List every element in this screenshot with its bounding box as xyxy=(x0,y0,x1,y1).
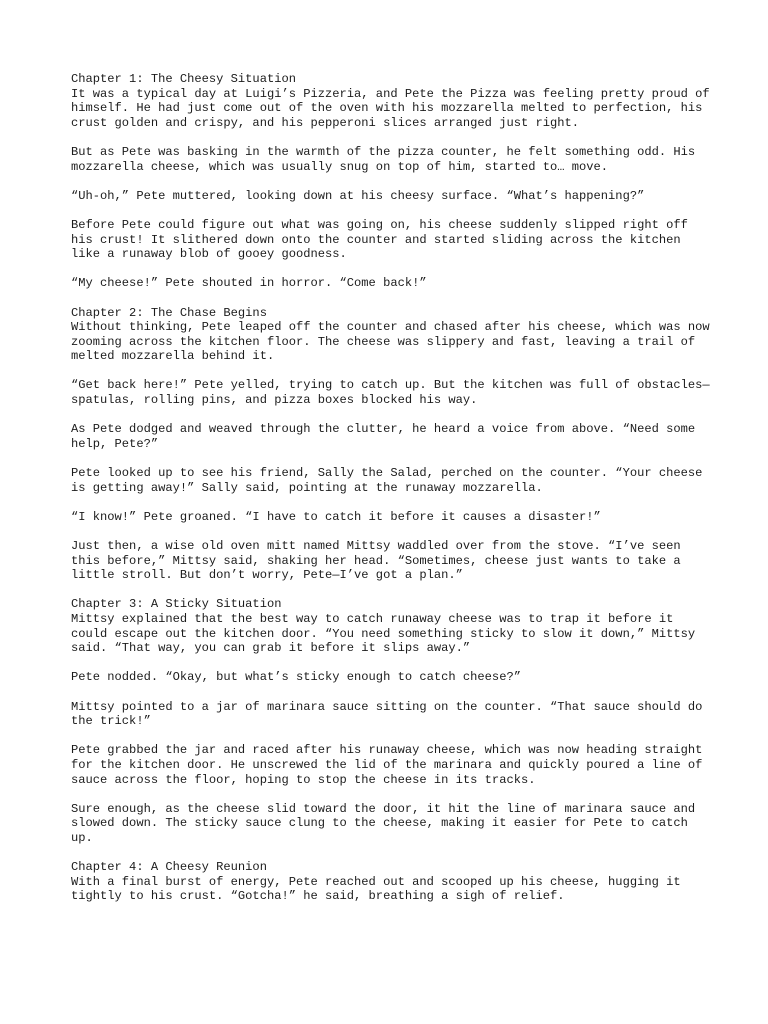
story-paragraph: But as Pete was basking in the warmth of the pizza counter, he felt something odd. His mozzarella cheese, which was usually snug on top of him, started to… move. xyxy=(71,144,696,174)
story-block-11 xyxy=(71,539,711,583)
chapter-heading-2: Chapter 2: The Chase Begins xyxy=(71,305,267,320)
document-page xyxy=(71,72,711,918)
story-block-6 xyxy=(71,306,711,364)
story-block-4 xyxy=(71,218,711,262)
story-block-14 xyxy=(71,700,711,729)
story-paragraph: “Get back here!” Pete yelled, trying to catch up. But the kitchen was full of obstacles—spatulas, rolling pins, and pizza boxes blocked his way. xyxy=(71,378,710,408)
story-block-12 xyxy=(71,597,711,655)
story-paragraph: “My cheese!” Pete shouted in horror. “Come back!” xyxy=(71,276,427,291)
story-paragraph: Pete grabbed the jar and raced after his runaway cheese, which was now heading straight for the kitchen door. He unscrewed the lid of the marinara and quickly poured a line of sauce across the floor, hoping to stop the cheese in its tracks. xyxy=(71,743,703,787)
story-paragraph: Pete nodded. “Okay, but what’s sticky enough to catch cheese?” xyxy=(71,670,521,685)
chapter-heading-3: Chapter 3: A Sticky Situation xyxy=(71,597,282,612)
story-paragraph: “I know!” Pete groaned. “I have to catch it before it causes a disaster!” xyxy=(71,509,601,524)
story-paragraph: “Uh-oh,” Pete muttered, looking down at his cheesy surface. “What’s happening?” xyxy=(71,188,645,203)
story-paragraph: With a final burst of energy, Pete reached out and scooped up his cheese, hugging it tightly to his crust. “Gotcha!” he said, breathing a sigh of relief. xyxy=(71,874,681,904)
story-block-7 xyxy=(71,378,711,407)
story-paragraph: Mittsy pointed to a jar of marinara sauce sitting on the counter. “That sauce should do the trick!” xyxy=(71,699,703,729)
story-block-1 xyxy=(71,72,711,130)
chapter-heading-4: Chapter 4: A Cheesy Reunion xyxy=(71,860,267,875)
story-paragraph: Without thinking, Pete leaped off the counter and chased after his cheese, which was now zooming across the kitchen floor. The cheese was slippery and fast, leaving a trail of melted mozzarella behind it. xyxy=(71,320,710,364)
story-paragraph: As Pete dodged and weaved through the clutter, he heard a voice from above. “Need some help, Pete?” xyxy=(71,422,696,451)
story-block-8 xyxy=(71,422,711,451)
story-block-17 xyxy=(71,860,711,904)
story-paragraph: Just then, a wise old oven mitt named Mittsy waddled over from the stove. “I’ve seen this before,” Mittsy said, shaking her head. “Sometimes, cheese just wants to take a little stroll. But don’t worry, Pete—I’ve got a plan.” xyxy=(71,539,681,583)
story-paragraph: Mittsy explained that the best way to catch runaway cheese was to trap it before it could escape out the kitchen door. “You need something sticky to slow it down,” Mittsy said. “That way, you can grab it before it slips away.” xyxy=(71,611,696,656)
story-paragraph: Sure enough, as the cheese slid toward the door, it hit the line of marinara sauce and slowed down. The sticky sauce clung to the cheese, making it easier for Pete to catch up. xyxy=(71,801,696,845)
story-paragraph: Before Pete could figure out what was going on, his cheese suddenly slipped right off his crust! It slithered down onto the counter and started sliding across the kitchen like a runaway blob of gooey goodness. xyxy=(71,217,688,262)
story-paragraph: Pete looked up to see his friend, Sally the Salad, perched on the counter. “Your cheese is getting away!” Sally said, pointing at the runaway mozzarella. xyxy=(71,466,703,495)
story-block-3 xyxy=(71,189,711,204)
story-paragraph: It was a typical day at Luigi’s Pizzeria, and Pete the Pizza was feeling pretty proud of himself. He had just come out of the oven with his mozzarella melted to perfection, his crust golden and crispy, and his pepperoni slices arranged just right. xyxy=(71,86,710,130)
story-block-10 xyxy=(71,510,711,525)
story-block-13 xyxy=(71,670,711,685)
story-block-9 xyxy=(71,466,711,495)
story-block-16 xyxy=(71,802,711,846)
story-block-2 xyxy=(71,145,711,174)
chapter-heading-1: Chapter 1: The Cheesy Situation xyxy=(71,72,296,86)
story-block-15 xyxy=(71,743,711,787)
story-block-5 xyxy=(71,276,711,291)
